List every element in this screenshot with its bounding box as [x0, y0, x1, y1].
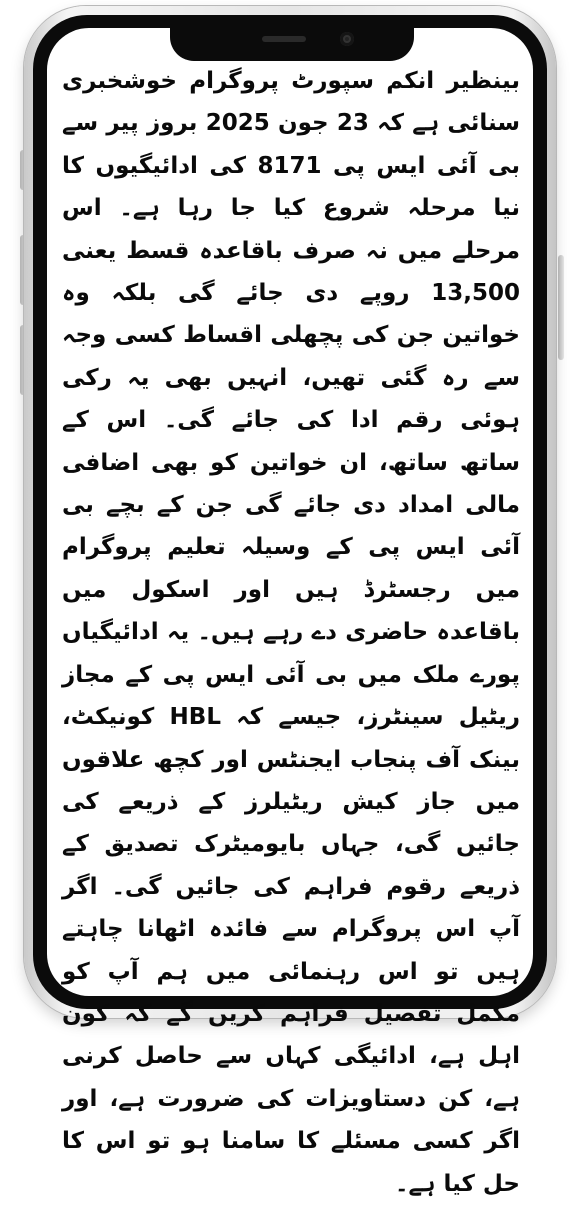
speaker-icon [262, 36, 306, 42]
camera-icon [340, 32, 354, 46]
article-body [62, 60, 521, 1197]
article-paragraph: بینظیر انکم سپورٹ پروگرام خوشخبری سنائی ہے کہ 23 جون 2025 بروز پیر سے بی آئی ایس پی 8171 کی ادائیگیوں کا نیا مرحلہ شروع کیا جا رہا ہے۔ اس مرحلے میں نہ صرف باقاعدہ قسط یعنی 13,500 روپے دی جائے گی بلکہ وہ خواتین جن کی پچھلی اقساط کسی وجہ سے رہ گئی تھیں، انہیں بھی یہ رکی ہوئی رقم ادا کی جائے گی۔ اس کے ساتھ ساتھ، ان خواتین کو بھی اضافی مالی امداد دی جائے گی جن کے بچے بی آئی ایس پی کے وسیلہ تعلیم پروگرام میں رجسٹرڈ ہیں اور اسکول میں باقاعدہ حاضری دے رہے ہیں۔ یہ ادائیگیاں پورے ملک میں بی آئی ایس پی کے مجاز ریٹیل سینٹرز، جیسے کہ HBL کونیکٹ، بینک آف پنجاب ایجنٹس اور کچھ علاقوں میں جاز کیش ریٹیلرز کے ذریعے کی جائیں گی، جہاں بایومیٹرک تصدیق کے ذریعے رقوم فراہم کی جائیں گی۔ اگر آپ اس پروگرام سے فائدہ اٹھانا چاہتے ہیں تو اس رہنمائی میں ہم آپ کو مکمل تفصیل فراہم کریں گے کہ کون اہل ہے، ادائیگی کہاں سے حاصل کرنی ہے، کن دستاویزات کی ضرورت ہے، اور اگر کسی مسئلے کا سامنا ہو تو اس کا حل کیا ہے۔ [62, 68, 521, 1197]
power-button [558, 255, 564, 360]
